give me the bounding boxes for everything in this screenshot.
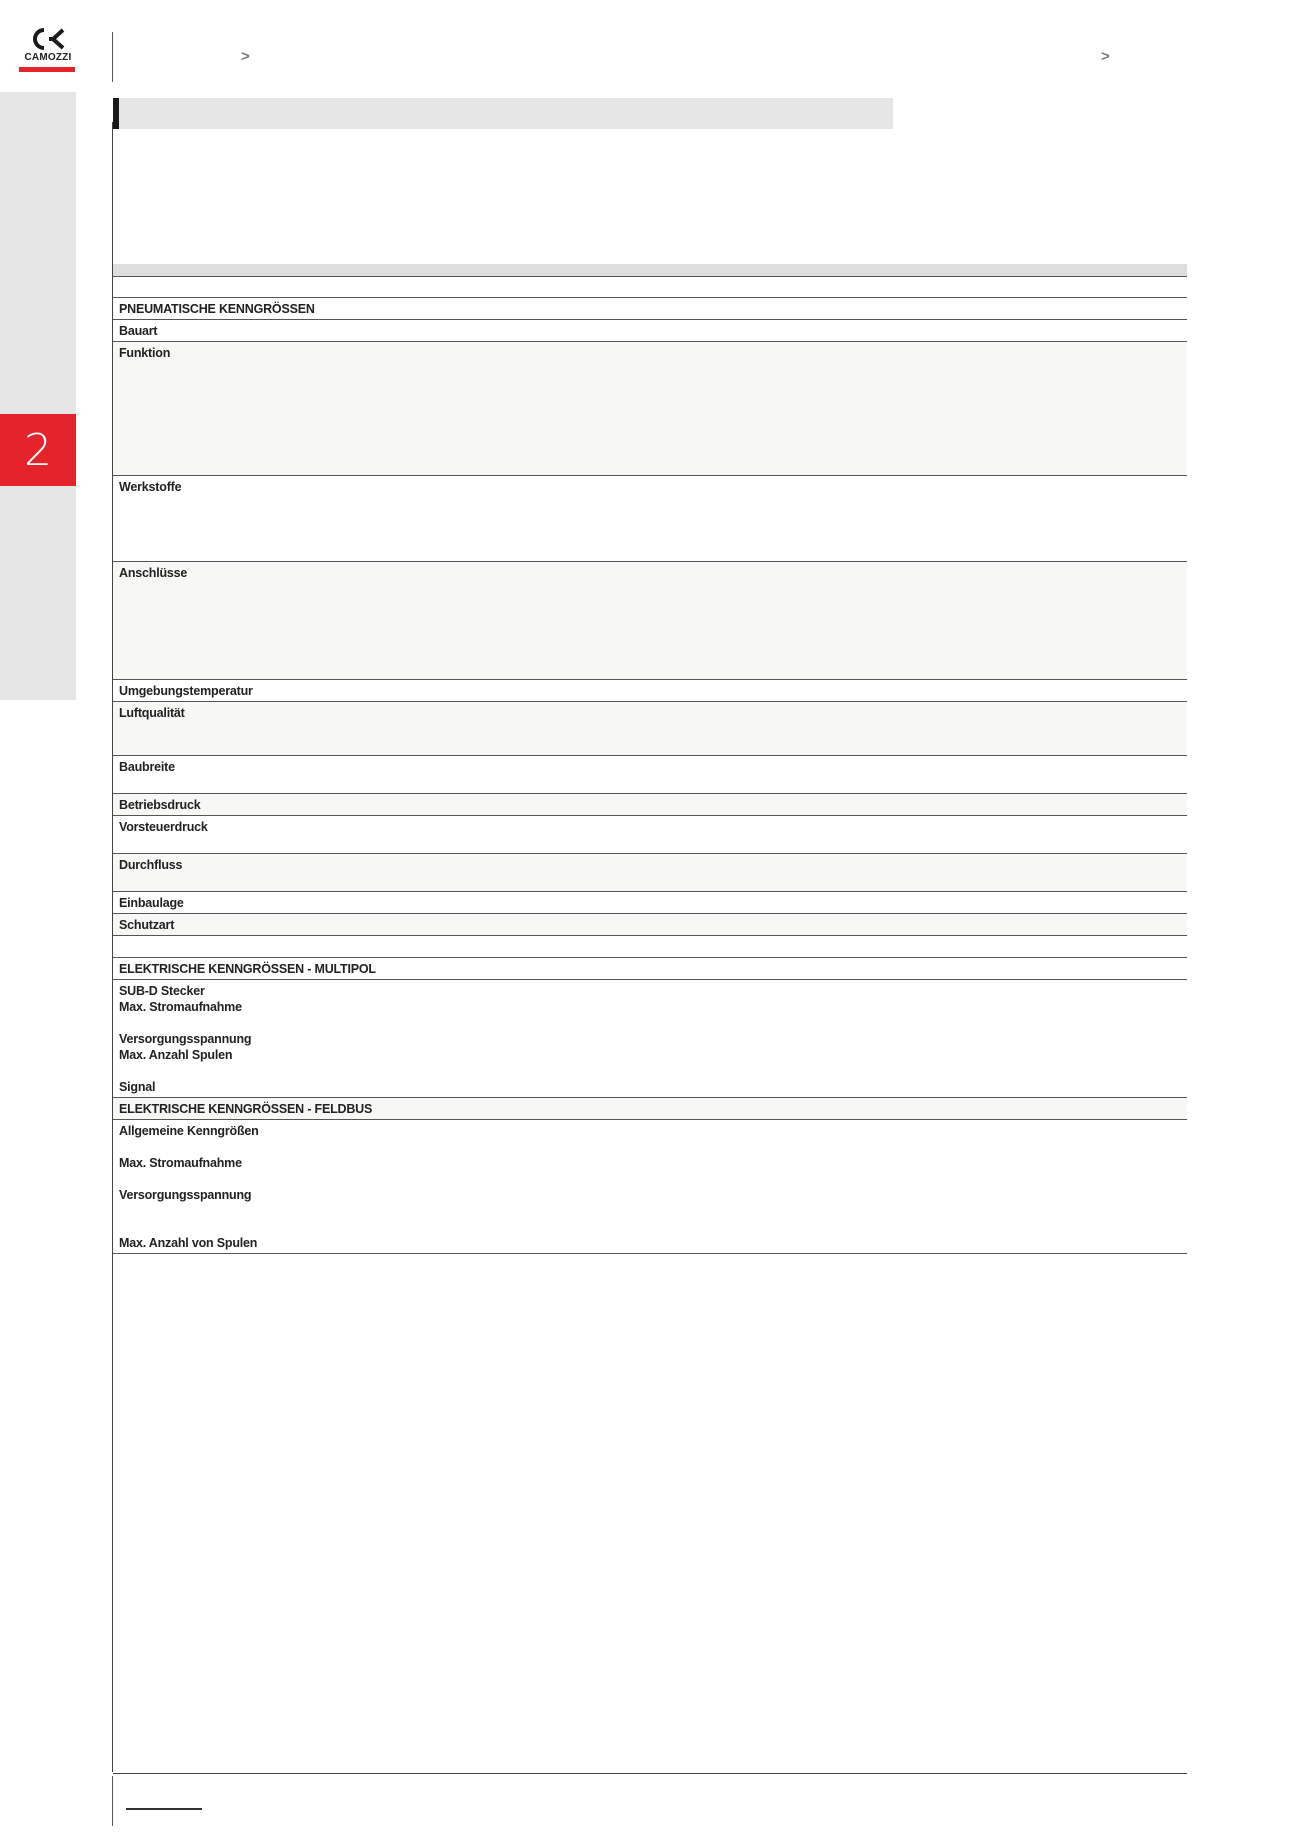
camozzi-logo[interactable] [18,28,78,76]
spec-table [113,264,1187,1254]
feldbus-labels: Allgemeine Kenngrößen Max. Stromaufnahme Versorgungsspannung Max. Anzahl von Spulen [119,1124,259,1250]
logo-red-bar [19,67,75,72]
footer-divider [112,1776,113,1826]
table-row: Funktion [113,342,1187,476]
table-row [113,1120,1187,1254]
camozzi-mark-icon [32,28,66,50]
header-divider [112,32,113,82]
section-header-pneumatic: PNEUMATISCHE KENNGRÖSSEN [113,298,1187,320]
section-header-multipol: ELEKTRISCHE KENNGRÖSSEN - MULTIPOL [113,958,1187,980]
chapter-tab[interactable]: 2 [0,414,76,486]
table-row: Anschlüsse [113,562,1187,680]
multipol-labels: SUB-D Stecker Max. Stromaufnahme Versorgungsspannung Max. Anzahl Spulen Signal [119,984,252,1094]
table-row: Umgebungstemperatur [113,680,1187,702]
table-row: Schutzart [113,914,1187,936]
table-row: Luftqualität [113,702,1187,756]
logo-wordmark: CAMOZZI [24,52,72,63]
table-row [113,980,1187,1098]
table-row: Baubreite [113,756,1187,794]
breadcrumb-separator: > [1101,48,1110,65]
page-number-underline [126,1808,202,1810]
section-title-band [113,98,893,129]
side-band [0,92,76,700]
table-row: Einbaulage [113,892,1187,914]
table-row: Durchfluss [113,854,1187,892]
table-row: Bauart [113,320,1187,342]
page-bottom-rule [113,1773,1187,1774]
breadcrumb-separator: > [241,48,250,65]
table-row [113,936,1187,958]
table-row: Werkstoffe [113,476,1187,562]
section-header-feldbus: ELEKTRISCHE KENNGRÖSSEN - FELDBUS [113,1098,1187,1120]
table-header-band [113,264,1187,276]
table-row: Betriebsdruck [113,794,1187,816]
table-row: Vorsteuerdruck [113,816,1187,854]
section-title-accent [113,98,119,129]
table-row [113,276,1187,298]
